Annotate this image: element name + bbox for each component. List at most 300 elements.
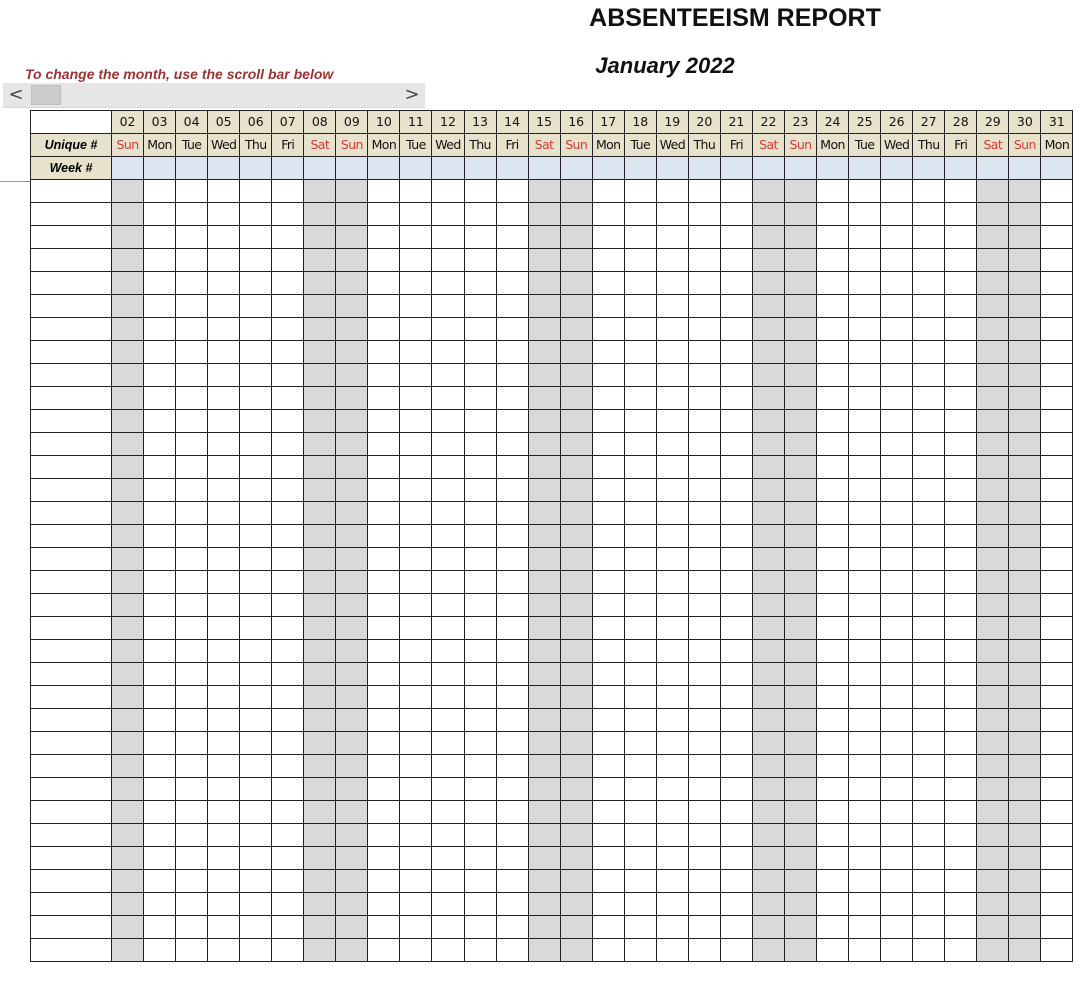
week-number-cell[interactable] <box>176 157 208 180</box>
attendance-cell[interactable] <box>784 617 816 640</box>
attendance-cell[interactable] <box>624 387 656 410</box>
attendance-cell[interactable] <box>881 479 913 502</box>
attendance-cell[interactable] <box>881 525 913 548</box>
attendance-cell[interactable] <box>240 824 272 847</box>
attendance-cell[interactable] <box>112 479 144 502</box>
attendance-cell[interactable] <box>752 594 784 617</box>
attendance-cell[interactable] <box>592 295 624 318</box>
attendance-cell[interactable] <box>464 318 496 341</box>
attendance-cell[interactable] <box>945 410 977 433</box>
attendance-cell[interactable] <box>240 778 272 801</box>
attendance-cell[interactable] <box>240 916 272 939</box>
attendance-cell[interactable] <box>144 916 176 939</box>
attendance-cell[interactable] <box>817 686 849 709</box>
attendance-cell[interactable] <box>784 456 816 479</box>
attendance-cell[interactable] <box>144 180 176 203</box>
attendance-cell[interactable] <box>112 847 144 870</box>
attendance-cell[interactable] <box>977 801 1009 824</box>
attendance-cell[interactable] <box>1041 364 1073 387</box>
attendance-cell[interactable] <box>881 318 913 341</box>
attendance-cell[interactable] <box>784 594 816 617</box>
attendance-cell[interactable] <box>272 502 304 525</box>
attendance-cell[interactable] <box>784 709 816 732</box>
attendance-cell[interactable] <box>112 249 144 272</box>
attendance-cell[interactable] <box>624 594 656 617</box>
attendance-cell[interactable] <box>1041 847 1073 870</box>
attendance-cell[interactable] <box>881 939 913 962</box>
attendance-cell[interactable] <box>432 364 464 387</box>
attendance-cell[interactable] <box>336 295 368 318</box>
attendance-cell[interactable] <box>528 755 560 778</box>
attendance-cell[interactable] <box>720 939 752 962</box>
attendance-cell[interactable] <box>881 594 913 617</box>
attendance-cell[interactable] <box>240 203 272 226</box>
attendance-cell[interactable] <box>1041 663 1073 686</box>
attendance-cell[interactable] <box>624 916 656 939</box>
attendance-cell[interactable] <box>688 272 720 295</box>
attendance-cell[interactable] <box>112 502 144 525</box>
attendance-cell[interactable] <box>592 847 624 870</box>
attendance-cell[interactable] <box>304 870 336 893</box>
attendance-cell[interactable] <box>240 180 272 203</box>
attendance-cell[interactable] <box>656 847 688 870</box>
attendance-cell[interactable] <box>208 640 240 663</box>
attendance-cell[interactable] <box>913 502 945 525</box>
attendance-cell[interactable] <box>272 663 304 686</box>
attendance-cell[interactable] <box>496 617 528 640</box>
attendance-cell[interactable] <box>945 502 977 525</box>
attendance-cell[interactable] <box>464 732 496 755</box>
attendance-cell[interactable] <box>784 410 816 433</box>
attendance-cell[interactable] <box>560 893 592 916</box>
attendance-cell[interactable] <box>784 755 816 778</box>
attendance-cell[interactable] <box>240 272 272 295</box>
attendance-cell[interactable] <box>1009 364 1041 387</box>
attendance-cell[interactable] <box>624 272 656 295</box>
attendance-cell[interactable] <box>240 433 272 456</box>
attendance-cell[interactable] <box>176 755 208 778</box>
attendance-cell[interactable] <box>1041 479 1073 502</box>
attendance-cell[interactable] <box>720 801 752 824</box>
attendance-cell[interactable] <box>1009 180 1041 203</box>
attendance-cell[interactable] <box>720 847 752 870</box>
attendance-cell[interactable] <box>208 525 240 548</box>
attendance-cell[interactable] <box>945 387 977 410</box>
attendance-cell[interactable] <box>304 640 336 663</box>
attendance-cell[interactable] <box>144 640 176 663</box>
attendance-cell[interactable] <box>208 663 240 686</box>
attendance-cell[interactable] <box>688 801 720 824</box>
attendance-cell[interactable] <box>913 410 945 433</box>
attendance-cell[interactable] <box>592 180 624 203</box>
attendance-cell[interactable] <box>881 548 913 571</box>
attendance-cell[interactable] <box>913 893 945 916</box>
attendance-cell[interactable] <box>528 272 560 295</box>
attendance-cell[interactable] <box>560 663 592 686</box>
attendance-cell[interactable] <box>368 502 400 525</box>
attendance-cell[interactable] <box>368 870 400 893</box>
attendance-cell[interactable] <box>688 732 720 755</box>
attendance-cell[interactable] <box>817 295 849 318</box>
attendance-cell[interactable] <box>592 249 624 272</box>
attendance-cell[interactable] <box>240 893 272 916</box>
attendance-cell[interactable] <box>304 755 336 778</box>
attendance-cell[interactable] <box>176 387 208 410</box>
attendance-cell[interactable] <box>400 870 432 893</box>
attendance-cell[interactable] <box>720 870 752 893</box>
attendance-cell[interactable] <box>304 249 336 272</box>
attendance-cell[interactable] <box>464 502 496 525</box>
attendance-cell[interactable] <box>432 203 464 226</box>
attendance-cell[interactable] <box>720 249 752 272</box>
attendance-cell[interactable] <box>464 479 496 502</box>
attendance-cell[interactable] <box>368 709 400 732</box>
attendance-cell[interactable] <box>881 364 913 387</box>
attendance-cell[interactable] <box>849 571 881 594</box>
week-number-cell[interactable] <box>272 157 304 180</box>
attendance-cell[interactable] <box>945 249 977 272</box>
attendance-cell[interactable] <box>688 709 720 732</box>
attendance-cell[interactable] <box>464 847 496 870</box>
attendance-cell[interactable] <box>624 364 656 387</box>
attendance-cell[interactable] <box>144 571 176 594</box>
attendance-cell[interactable] <box>881 755 913 778</box>
attendance-cell[interactable] <box>688 939 720 962</box>
attendance-cell[interactable] <box>977 709 1009 732</box>
attendance-cell[interactable] <box>784 318 816 341</box>
attendance-cell[interactable] <box>752 939 784 962</box>
attendance-cell[interactable] <box>945 801 977 824</box>
attendance-cell[interactable] <box>304 916 336 939</box>
attendance-cell[interactable] <box>720 203 752 226</box>
attendance-cell[interactable] <box>592 732 624 755</box>
attendance-cell[interactable] <box>144 801 176 824</box>
attendance-cell[interactable] <box>1009 847 1041 870</box>
attendance-cell[interactable] <box>432 249 464 272</box>
attendance-cell[interactable] <box>432 433 464 456</box>
week-number-cell[interactable] <box>977 157 1009 180</box>
attendance-cell[interactable] <box>977 525 1009 548</box>
week-number-cell[interactable] <box>752 157 784 180</box>
attendance-cell[interactable] <box>913 916 945 939</box>
attendance-cell[interactable] <box>720 709 752 732</box>
attendance-cell[interactable] <box>464 410 496 433</box>
attendance-cell[interactable] <box>336 433 368 456</box>
attendance-cell[interactable] <box>432 640 464 663</box>
attendance-cell[interactable] <box>817 663 849 686</box>
attendance-cell[interactable] <box>336 893 368 916</box>
attendance-cell[interactable] <box>528 916 560 939</box>
attendance-cell[interactable] <box>881 226 913 249</box>
attendance-cell[interactable] <box>688 226 720 249</box>
attendance-cell[interactable] <box>208 203 240 226</box>
attendance-cell[interactable] <box>1009 640 1041 663</box>
attendance-cell[interactable] <box>400 916 432 939</box>
attendance-cell[interactable] <box>144 824 176 847</box>
attendance-cell[interactable] <box>977 295 1009 318</box>
attendance-cell[interactable] <box>881 916 913 939</box>
attendance-cell[interactable] <box>208 410 240 433</box>
week-number-cell[interactable] <box>432 157 464 180</box>
attendance-cell[interactable] <box>432 272 464 295</box>
attendance-cell[interactable] <box>176 640 208 663</box>
attendance-cell[interactable] <box>624 893 656 916</box>
attendance-cell[interactable] <box>528 502 560 525</box>
attendance-cell[interactable] <box>849 410 881 433</box>
attendance-cell[interactable] <box>752 663 784 686</box>
attendance-cell[interactable] <box>496 870 528 893</box>
attendance-cell[interactable] <box>400 341 432 364</box>
attendance-cell[interactable] <box>496 778 528 801</box>
attendance-cell[interactable] <box>656 640 688 663</box>
attendance-cell[interactable] <box>560 571 592 594</box>
attendance-cell[interactable] <box>496 824 528 847</box>
attendance-cell[interactable] <box>112 433 144 456</box>
attendance-cell[interactable] <box>272 433 304 456</box>
attendance-cell[interactable] <box>240 663 272 686</box>
attendance-cell[interactable] <box>656 732 688 755</box>
attendance-cell[interactable] <box>528 548 560 571</box>
attendance-cell[interactable] <box>849 364 881 387</box>
attendance-cell[interactable] <box>240 410 272 433</box>
attendance-cell[interactable] <box>560 203 592 226</box>
attendance-cell[interactable] <box>592 663 624 686</box>
attendance-cell[interactable] <box>528 870 560 893</box>
attendance-cell[interactable] <box>208 594 240 617</box>
attendance-cell[interactable] <box>752 732 784 755</box>
attendance-cell[interactable] <box>208 686 240 709</box>
attendance-cell[interactable] <box>624 939 656 962</box>
attendance-cell[interactable] <box>913 272 945 295</box>
attendance-cell[interactable] <box>1009 318 1041 341</box>
attendance-cell[interactable] <box>240 594 272 617</box>
attendance-cell[interactable] <box>656 778 688 801</box>
attendance-cell[interactable] <box>176 870 208 893</box>
attendance-cell[interactable] <box>176 318 208 341</box>
attendance-cell[interactable] <box>432 916 464 939</box>
attendance-cell[interactable] <box>432 180 464 203</box>
attendance-cell[interactable] <box>240 732 272 755</box>
attendance-cell[interactable] <box>304 203 336 226</box>
attendance-cell[interactable] <box>208 249 240 272</box>
attendance-cell[interactable] <box>400 479 432 502</box>
attendance-cell[interactable] <box>688 640 720 663</box>
attendance-cell[interactable] <box>496 479 528 502</box>
attendance-cell[interactable] <box>464 870 496 893</box>
attendance-cell[interactable] <box>112 939 144 962</box>
attendance-cell[interactable] <box>240 640 272 663</box>
attendance-cell[interactable] <box>784 226 816 249</box>
attendance-cell[interactable] <box>688 249 720 272</box>
attendance-cell[interactable] <box>752 272 784 295</box>
attendance-cell[interactable] <box>881 847 913 870</box>
attendance-cell[interactable] <box>720 617 752 640</box>
employee-cell[interactable] <box>31 272 112 295</box>
attendance-cell[interactable] <box>849 180 881 203</box>
attendance-cell[interactable] <box>112 341 144 364</box>
week-number-cell[interactable] <box>817 157 849 180</box>
attendance-cell[interactable] <box>881 801 913 824</box>
week-number-cell[interactable] <box>112 157 144 180</box>
attendance-cell[interactable] <box>720 755 752 778</box>
attendance-cell[interactable] <box>432 410 464 433</box>
attendance-cell[interactable] <box>432 341 464 364</box>
attendance-cell[interactable] <box>272 709 304 732</box>
attendance-cell[interactable] <box>368 939 400 962</box>
attendance-cell[interactable] <box>208 272 240 295</box>
attendance-cell[interactable] <box>720 387 752 410</box>
attendance-cell[interactable] <box>592 709 624 732</box>
attendance-cell[interactable] <box>913 617 945 640</box>
attendance-cell[interactable] <box>400 433 432 456</box>
attendance-cell[interactable] <box>817 203 849 226</box>
attendance-cell[interactable] <box>144 318 176 341</box>
attendance-cell[interactable] <box>913 778 945 801</box>
employee-cell[interactable] <box>31 387 112 410</box>
attendance-cell[interactable] <box>817 272 849 295</box>
attendance-cell[interactable] <box>176 801 208 824</box>
attendance-cell[interactable] <box>560 755 592 778</box>
attendance-cell[interactable] <box>400 272 432 295</box>
attendance-cell[interactable] <box>945 456 977 479</box>
week-number-cell[interactable] <box>1009 157 1041 180</box>
attendance-cell[interactable] <box>849 893 881 916</box>
attendance-cell[interactable] <box>560 272 592 295</box>
attendance-cell[interactable] <box>560 295 592 318</box>
attendance-cell[interactable] <box>656 801 688 824</box>
attendance-cell[interactable] <box>528 387 560 410</box>
attendance-cell[interactable] <box>464 203 496 226</box>
attendance-cell[interactable] <box>656 502 688 525</box>
employee-cell[interactable] <box>31 203 112 226</box>
attendance-cell[interactable] <box>400 387 432 410</box>
attendance-cell[interactable] <box>432 801 464 824</box>
attendance-cell[interactable] <box>560 226 592 249</box>
employee-cell[interactable] <box>31 433 112 456</box>
attendance-cell[interactable] <box>913 732 945 755</box>
attendance-cell[interactable] <box>592 502 624 525</box>
attendance-cell[interactable] <box>464 640 496 663</box>
attendance-cell[interactable] <box>945 272 977 295</box>
attendance-cell[interactable] <box>913 870 945 893</box>
attendance-cell[interactable] <box>560 341 592 364</box>
attendance-cell[interactable] <box>496 410 528 433</box>
attendance-cell[interactable] <box>849 801 881 824</box>
attendance-cell[interactable] <box>176 893 208 916</box>
attendance-cell[interactable] <box>336 755 368 778</box>
attendance-cell[interactable] <box>688 502 720 525</box>
attendance-cell[interactable] <box>656 594 688 617</box>
week-number-cell[interactable] <box>240 157 272 180</box>
attendance-cell[interactable] <box>1041 617 1073 640</box>
attendance-cell[interactable] <box>945 939 977 962</box>
attendance-cell[interactable] <box>368 640 400 663</box>
attendance-cell[interactable] <box>528 594 560 617</box>
attendance-cell[interactable] <box>400 548 432 571</box>
attendance-cell[interactable] <box>400 640 432 663</box>
attendance-cell[interactable] <box>945 226 977 249</box>
attendance-cell[interactable] <box>144 410 176 433</box>
attendance-cell[interactable] <box>817 571 849 594</box>
attendance-cell[interactable] <box>464 663 496 686</box>
attendance-cell[interactable] <box>592 571 624 594</box>
employee-cell[interactable] <box>31 479 112 502</box>
attendance-cell[interactable] <box>464 916 496 939</box>
attendance-cell[interactable] <box>592 341 624 364</box>
attendance-cell[interactable] <box>560 433 592 456</box>
attendance-cell[interactable] <box>304 272 336 295</box>
attendance-cell[interactable] <box>368 778 400 801</box>
attendance-cell[interactable] <box>1009 249 1041 272</box>
attendance-cell[interactable] <box>496 640 528 663</box>
employee-cell[interactable] <box>31 364 112 387</box>
attendance-cell[interactable] <box>304 410 336 433</box>
attendance-cell[interactable] <box>784 548 816 571</box>
attendance-cell[interactable] <box>304 433 336 456</box>
attendance-cell[interactable] <box>849 870 881 893</box>
attendance-cell[interactable] <box>432 755 464 778</box>
attendance-cell[interactable] <box>881 640 913 663</box>
attendance-cell[interactable] <box>592 433 624 456</box>
attendance-cell[interactable] <box>688 663 720 686</box>
attendance-cell[interactable] <box>817 640 849 663</box>
attendance-cell[interactable] <box>688 755 720 778</box>
attendance-cell[interactable] <box>817 847 849 870</box>
attendance-cell[interactable] <box>945 318 977 341</box>
attendance-cell[interactable] <box>528 456 560 479</box>
attendance-cell[interactable] <box>464 939 496 962</box>
attendance-cell[interactable] <box>624 755 656 778</box>
attendance-cell[interactable] <box>592 318 624 341</box>
attendance-cell[interactable] <box>368 410 400 433</box>
attendance-cell[interactable] <box>1041 410 1073 433</box>
attendance-cell[interactable] <box>336 180 368 203</box>
attendance-cell[interactable] <box>464 617 496 640</box>
attendance-cell[interactable] <box>1041 640 1073 663</box>
attendance-cell[interactable] <box>849 295 881 318</box>
attendance-cell[interactable] <box>784 249 816 272</box>
attendance-cell[interactable] <box>656 571 688 594</box>
attendance-cell[interactable] <box>464 755 496 778</box>
attendance-cell[interactable] <box>400 456 432 479</box>
attendance-cell[interactable] <box>336 916 368 939</box>
attendance-cell[interactable] <box>784 801 816 824</box>
attendance-cell[interactable] <box>560 847 592 870</box>
attendance-cell[interactable] <box>112 640 144 663</box>
attendance-cell[interactable] <box>817 709 849 732</box>
attendance-cell[interactable] <box>528 180 560 203</box>
attendance-cell[interactable] <box>1009 502 1041 525</box>
attendance-cell[interactable] <box>752 433 784 456</box>
attendance-cell[interactable] <box>272 801 304 824</box>
attendance-cell[interactable] <box>528 801 560 824</box>
week-number-cell[interactable] <box>624 157 656 180</box>
employee-cell[interactable] <box>31 249 112 272</box>
attendance-cell[interactable] <box>720 502 752 525</box>
attendance-cell[interactable] <box>913 433 945 456</box>
attendance-cell[interactable] <box>977 502 1009 525</box>
attendance-cell[interactable] <box>881 272 913 295</box>
attendance-cell[interactable] <box>720 571 752 594</box>
attendance-cell[interactable] <box>144 870 176 893</box>
attendance-cell[interactable] <box>208 778 240 801</box>
attendance-cell[interactable] <box>208 847 240 870</box>
attendance-cell[interactable] <box>849 456 881 479</box>
attendance-cell[interactable] <box>784 686 816 709</box>
attendance-cell[interactable] <box>432 571 464 594</box>
attendance-cell[interactable] <box>464 801 496 824</box>
attendance-cell[interactable] <box>176 663 208 686</box>
